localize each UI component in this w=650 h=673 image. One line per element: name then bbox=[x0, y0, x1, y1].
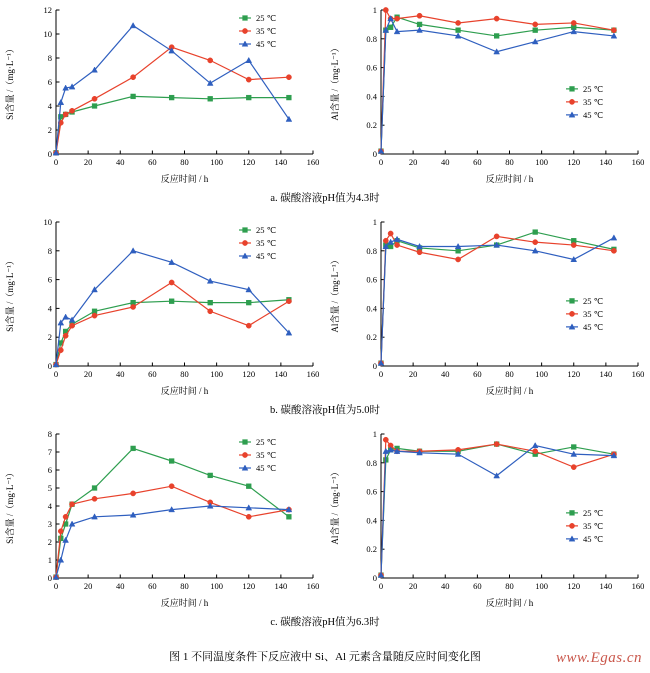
series-point bbox=[494, 34, 499, 39]
svg-text:0: 0 bbox=[47, 573, 52, 583]
svg-text:40: 40 bbox=[441, 369, 450, 379]
svg-text:3: 3 bbox=[47, 519, 52, 529]
svg-text:100: 100 bbox=[210, 157, 223, 167]
legend-marker bbox=[569, 99, 574, 104]
series-point bbox=[246, 77, 251, 82]
svg-text:0: 0 bbox=[372, 361, 377, 371]
series-point bbox=[131, 304, 136, 309]
series-point bbox=[63, 314, 69, 319]
series-point bbox=[169, 299, 174, 304]
series-point bbox=[417, 13, 422, 18]
svg-text:40: 40 bbox=[116, 157, 125, 167]
series-point bbox=[208, 300, 213, 305]
svg-text:40: 40 bbox=[441, 157, 450, 167]
series-line-0 bbox=[56, 96, 289, 152]
series-point bbox=[63, 112, 68, 117]
svg-text:0.2: 0.2 bbox=[366, 544, 377, 555]
svg-text:0: 0 bbox=[47, 149, 52, 159]
series-point bbox=[131, 491, 136, 496]
series-point bbox=[58, 529, 63, 534]
svg-text:40: 40 bbox=[116, 581, 125, 591]
series-point bbox=[63, 537, 69, 542]
series-point bbox=[246, 57, 252, 62]
legend-label: 25 ℃ bbox=[256, 437, 277, 447]
svg-text:60: 60 bbox=[148, 581, 157, 591]
svg-text:120: 120 bbox=[567, 157, 581, 167]
legend-label: 45 ℃ bbox=[256, 39, 277, 49]
legend-label: 35 ℃ bbox=[583, 308, 604, 319]
svg-text:2: 2 bbox=[47, 332, 52, 343]
series-point bbox=[246, 514, 251, 519]
series-point bbox=[130, 23, 136, 28]
svg-text:0: 0 bbox=[53, 369, 59, 379]
svg-text:10: 10 bbox=[43, 29, 52, 39]
series-point bbox=[611, 248, 616, 253]
chart-b-si bbox=[0, 212, 325, 402]
svg-text:60: 60 bbox=[473, 581, 482, 591]
svg-text:反应时间 / h: 反应时间 / h bbox=[160, 386, 209, 396]
svg-text:0.8: 0.8 bbox=[366, 33, 377, 44]
series-point bbox=[208, 58, 213, 63]
svg-text:Si含量 /（mg·L⁻¹）: Si含量 /（mg·L⁻¹） bbox=[5, 256, 15, 332]
svg-text:Si含量 /（mg·L⁻¹）: Si含量 /（mg·L⁻¹） bbox=[5, 44, 15, 120]
svg-text:0.2: 0.2 bbox=[366, 120, 377, 131]
svg-text:140: 140 bbox=[274, 581, 288, 591]
svg-text:反应时间 / h: 反应时间 / h bbox=[485, 174, 534, 184]
series-point bbox=[92, 104, 97, 109]
legend-label: 35 ℃ bbox=[583, 96, 604, 107]
svg-text:0.6: 0.6 bbox=[366, 274, 377, 285]
series-point bbox=[169, 95, 174, 100]
series-point bbox=[58, 99, 64, 104]
legend-label: 25 ℃ bbox=[256, 13, 277, 23]
series-line-0 bbox=[381, 444, 614, 575]
svg-text:0.4: 0.4 bbox=[366, 91, 377, 102]
legend-label: 45 ℃ bbox=[256, 463, 277, 473]
svg-text:20: 20 bbox=[408, 369, 418, 379]
svg-text:140: 140 bbox=[274, 157, 288, 167]
svg-text:80: 80 bbox=[180, 157, 189, 167]
series-point bbox=[246, 484, 251, 489]
series-point bbox=[388, 25, 393, 30]
series-point bbox=[571, 445, 576, 450]
series-point bbox=[383, 437, 388, 442]
legend-marker bbox=[242, 452, 247, 457]
legend-label: 45 ℃ bbox=[583, 533, 604, 544]
series-point bbox=[456, 20, 461, 25]
series-line-0 bbox=[381, 232, 614, 363]
series-point bbox=[394, 16, 399, 21]
series-point bbox=[456, 248, 461, 253]
series-point bbox=[611, 28, 616, 33]
chart-svg-c-al bbox=[325, 424, 650, 614]
legend-label: 25 ℃ bbox=[256, 225, 277, 235]
watermark: www.Egas.cn bbox=[555, 650, 642, 666]
svg-text:7: 7 bbox=[47, 447, 52, 457]
legend-marker bbox=[570, 86, 575, 91]
svg-text:8: 8 bbox=[47, 429, 52, 439]
legend-marker bbox=[242, 240, 247, 245]
svg-text:80: 80 bbox=[180, 581, 189, 591]
legend-label: 45 ℃ bbox=[256, 251, 277, 261]
svg-text:0: 0 bbox=[53, 581, 59, 591]
svg-text:1: 1 bbox=[372, 217, 377, 227]
series-line-1 bbox=[381, 234, 614, 364]
series-point bbox=[394, 242, 399, 247]
series-line-2 bbox=[56, 251, 289, 365]
svg-text:140: 140 bbox=[599, 157, 613, 167]
svg-text:Al含量 /（mg·L⁻¹）: Al含量 /（mg·L⁻¹） bbox=[330, 255, 340, 333]
series-point bbox=[287, 95, 292, 100]
series-point bbox=[417, 22, 422, 27]
svg-text:80: 80 bbox=[505, 369, 514, 379]
series-point bbox=[131, 75, 136, 80]
svg-text:Si含量 /（mg·L⁻¹）: Si含量 /（mg·L⁻¹） bbox=[5, 468, 15, 544]
series-line-2 bbox=[381, 238, 614, 363]
series-point bbox=[388, 231, 393, 236]
series-line-2 bbox=[56, 506, 289, 577]
chart-b-al bbox=[325, 212, 650, 402]
svg-text:0: 0 bbox=[372, 573, 377, 583]
svg-text:160: 160 bbox=[306, 369, 320, 379]
svg-text:4: 4 bbox=[47, 101, 52, 111]
svg-text:0.8: 0.8 bbox=[366, 457, 377, 468]
svg-text:100: 100 bbox=[210, 369, 223, 379]
series-point bbox=[58, 348, 63, 353]
svg-text:2: 2 bbox=[47, 125, 52, 135]
svg-text:0.8: 0.8 bbox=[366, 245, 377, 256]
series-point bbox=[571, 465, 576, 470]
svg-text:60: 60 bbox=[148, 157, 157, 167]
svg-text:100: 100 bbox=[535, 369, 548, 379]
chart-row-b bbox=[0, 212, 650, 417]
series-point bbox=[286, 75, 291, 80]
legend-label: 35 ℃ bbox=[583, 520, 604, 531]
svg-text:12: 12 bbox=[43, 5, 52, 15]
svg-text:反应时间 / h: 反应时间 / h bbox=[160, 598, 209, 608]
chart-c-si bbox=[0, 424, 325, 614]
legend-marker bbox=[242, 28, 247, 33]
series-point bbox=[246, 300, 251, 305]
svg-text:60: 60 bbox=[148, 369, 157, 379]
legend-marker bbox=[243, 228, 248, 233]
svg-text:反应时间 / h: 反应时间 / h bbox=[485, 386, 534, 396]
svg-text:4: 4 bbox=[47, 501, 52, 511]
series-line-0 bbox=[56, 300, 289, 365]
svg-text:120: 120 bbox=[567, 581, 581, 591]
legend-marker bbox=[243, 440, 248, 445]
series-point bbox=[287, 514, 292, 519]
series-line-1 bbox=[56, 486, 289, 577]
svg-text:120: 120 bbox=[242, 157, 256, 167]
legend-marker bbox=[569, 523, 574, 528]
svg-text:120: 120 bbox=[567, 369, 581, 379]
svg-text:6: 6 bbox=[47, 274, 52, 285]
series-point bbox=[169, 280, 174, 285]
legend-label: 25 ℃ bbox=[583, 83, 604, 94]
series-point bbox=[169, 484, 174, 489]
legend-label: 35 ℃ bbox=[256, 26, 277, 36]
series-point bbox=[388, 244, 393, 249]
series-point bbox=[131, 446, 136, 451]
svg-text:1: 1 bbox=[372, 429, 377, 439]
svg-text:0.6: 0.6 bbox=[366, 62, 377, 73]
svg-text:1: 1 bbox=[47, 555, 52, 565]
svg-text:20: 20 bbox=[83, 581, 93, 591]
series-point bbox=[131, 94, 136, 99]
svg-text:5: 5 bbox=[47, 483, 52, 493]
series-point bbox=[611, 235, 617, 240]
legend-label: 35 ℃ bbox=[256, 238, 277, 248]
legend-marker bbox=[243, 16, 248, 21]
legend-marker bbox=[570, 510, 575, 515]
svg-text:0.6: 0.6 bbox=[366, 486, 377, 497]
series-point bbox=[571, 20, 576, 25]
series-point bbox=[246, 323, 251, 328]
legend-label: 25 ℃ bbox=[583, 295, 604, 306]
series-point bbox=[208, 309, 213, 314]
series-line-0 bbox=[56, 448, 289, 577]
series-point bbox=[63, 514, 68, 519]
subcaption-a: a. 碳酸溶液pH值为4.3时 bbox=[270, 193, 380, 204]
chart-a-si bbox=[0, 0, 325, 190]
chart-svg-a-si bbox=[0, 0, 325, 190]
svg-text:0: 0 bbox=[378, 581, 384, 591]
series-point bbox=[533, 449, 538, 454]
svg-text:140: 140 bbox=[599, 369, 613, 379]
series-point bbox=[533, 240, 538, 245]
series-point bbox=[69, 323, 74, 328]
series-point bbox=[63, 333, 68, 338]
svg-text:Al含量 /（mg·L⁻¹）: Al含量 /（mg·L⁻¹） bbox=[330, 43, 340, 121]
svg-text:8: 8 bbox=[47, 245, 52, 256]
svg-text:1: 1 bbox=[372, 5, 377, 15]
series-point bbox=[69, 502, 74, 507]
series-point bbox=[246, 95, 251, 100]
series-point bbox=[494, 441, 499, 446]
chart-svg-b-si bbox=[0, 212, 325, 402]
series-line-1 bbox=[381, 440, 614, 575]
svg-text:20: 20 bbox=[408, 581, 418, 591]
svg-text:0: 0 bbox=[47, 361, 52, 371]
series-point bbox=[208, 473, 213, 478]
svg-text:2: 2 bbox=[47, 537, 52, 547]
series-point bbox=[494, 16, 499, 21]
chart-row-a bbox=[0, 0, 650, 205]
chart-svg-a-al bbox=[325, 0, 650, 190]
chart-svg-c-si bbox=[0, 424, 325, 614]
series-point bbox=[494, 234, 499, 239]
svg-text:0.4: 0.4 bbox=[366, 515, 377, 526]
series-point bbox=[456, 257, 461, 262]
svg-text:6: 6 bbox=[47, 77, 52, 87]
series-point bbox=[92, 96, 97, 101]
svg-text:60: 60 bbox=[473, 157, 482, 167]
subcaption-b: b. 碳酸溶液pH值为5.0时 bbox=[270, 405, 380, 416]
series-point bbox=[69, 108, 74, 113]
svg-text:0: 0 bbox=[372, 149, 377, 159]
svg-text:0: 0 bbox=[53, 157, 59, 167]
svg-text:120: 120 bbox=[242, 369, 256, 379]
svg-text:160: 160 bbox=[631, 157, 645, 167]
series-point bbox=[208, 96, 213, 101]
series-point bbox=[533, 22, 538, 27]
svg-text:反应时间 / h: 反应时间 / h bbox=[485, 598, 534, 608]
svg-text:80: 80 bbox=[505, 581, 514, 591]
legend-label: 35 ℃ bbox=[256, 450, 277, 460]
series-point bbox=[417, 250, 422, 255]
svg-text:100: 100 bbox=[210, 581, 223, 591]
series-point bbox=[456, 28, 461, 33]
series-line-1 bbox=[381, 10, 614, 151]
svg-text:40: 40 bbox=[441, 581, 450, 591]
subcaption-c: c. 碳酸溶液pH值为6.3时 bbox=[270, 617, 380, 628]
svg-text:0.2: 0.2 bbox=[366, 332, 377, 343]
series-point bbox=[383, 7, 388, 12]
figure-caption: 图 1 不同温度条件下反应液中 Si、Al 元素含量随反应时间变化图 bbox=[169, 651, 481, 663]
svg-text:20: 20 bbox=[83, 157, 93, 167]
svg-text:80: 80 bbox=[180, 369, 189, 379]
svg-text:160: 160 bbox=[631, 581, 645, 591]
series-point bbox=[571, 242, 576, 247]
svg-text:Al含量 /（mg·L⁻¹）: Al含量 /（mg·L⁻¹） bbox=[330, 467, 340, 545]
legend-label: 25 ℃ bbox=[583, 507, 604, 518]
svg-text:160: 160 bbox=[306, 581, 320, 591]
svg-text:160: 160 bbox=[631, 369, 645, 379]
svg-text:0: 0 bbox=[378, 157, 384, 167]
svg-text:120: 120 bbox=[242, 581, 256, 591]
svg-text:反应时间 / h: 反应时间 / h bbox=[160, 174, 209, 184]
svg-text:100: 100 bbox=[535, 157, 548, 167]
svg-text:6: 6 bbox=[47, 465, 52, 475]
svg-text:8: 8 bbox=[47, 53, 52, 63]
svg-text:40: 40 bbox=[116, 369, 125, 379]
svg-text:20: 20 bbox=[408, 157, 418, 167]
svg-text:60: 60 bbox=[473, 369, 482, 379]
svg-text:80: 80 bbox=[505, 157, 514, 167]
svg-text:160: 160 bbox=[306, 157, 320, 167]
series-point bbox=[130, 248, 136, 253]
series-point bbox=[533, 28, 538, 33]
series-point bbox=[169, 459, 174, 464]
series-point bbox=[533, 230, 538, 235]
svg-text:20: 20 bbox=[83, 369, 93, 379]
legend-marker bbox=[569, 311, 574, 316]
series-point bbox=[92, 496, 97, 501]
svg-text:140: 140 bbox=[274, 369, 288, 379]
legend-marker bbox=[570, 298, 575, 303]
svg-text:4: 4 bbox=[47, 303, 52, 314]
svg-text:0: 0 bbox=[378, 369, 384, 379]
chart-c-al bbox=[325, 424, 650, 614]
series-point bbox=[286, 299, 291, 304]
svg-text:140: 140 bbox=[599, 581, 613, 591]
series-point bbox=[383, 238, 388, 243]
series-point bbox=[92, 313, 97, 318]
chart-a-al bbox=[325, 0, 650, 190]
legend-label: 45 ℃ bbox=[583, 321, 604, 332]
svg-text:100: 100 bbox=[535, 581, 548, 591]
chart-row-c bbox=[0, 424, 650, 629]
series-point bbox=[92, 486, 97, 491]
svg-text:0.4: 0.4 bbox=[366, 303, 377, 314]
legend-label: 45 ℃ bbox=[583, 109, 604, 120]
svg-text:10: 10 bbox=[43, 217, 52, 227]
series-point bbox=[532, 443, 538, 448]
chart-svg-b-al bbox=[325, 212, 650, 402]
